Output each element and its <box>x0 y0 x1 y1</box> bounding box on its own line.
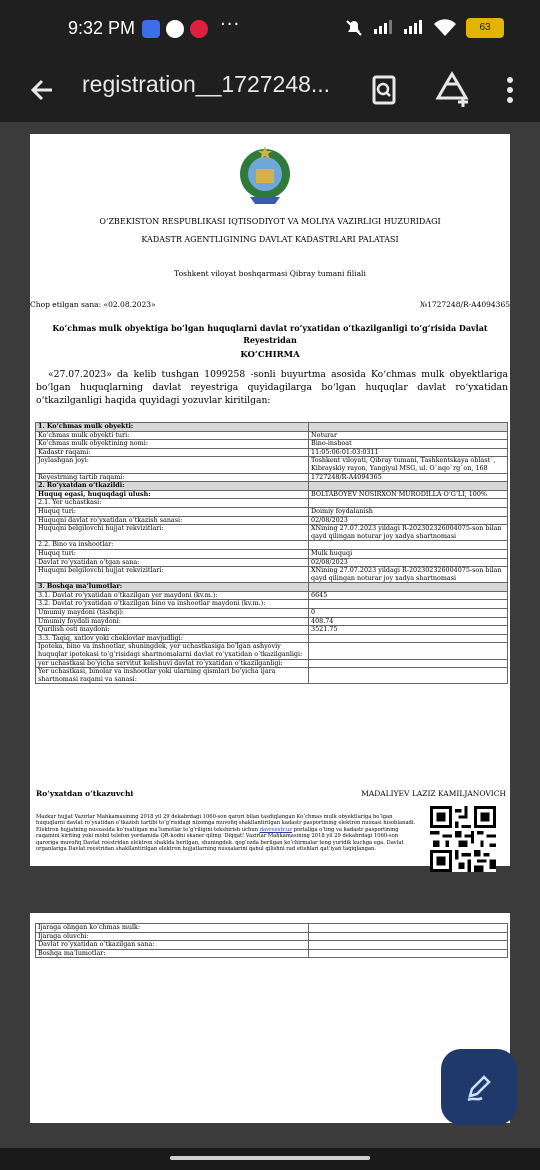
table-row <box>36 949 508 958</box>
table-row <box>36 499 508 508</box>
row-value <box>309 600 508 609</box>
table-row <box>36 525 508 541</box>
table-row <box>36 490 508 499</box>
row-label: 2.2. Bino va inshootlar: <box>36 541 309 550</box>
row-label: Huquq turi: <box>36 507 309 516</box>
row-label: Kadastr raqami: <box>36 448 309 457</box>
app-notification-icon <box>142 20 160 38</box>
table-row <box>36 440 508 449</box>
row-label: Huquq turi: <box>36 549 309 558</box>
row-label: 2. Ro‘yxatdan o‘tkazildi: <box>36 482 309 491</box>
row-label: Huquqni belgilovchi hujjat rekvizitlari: <box>36 567 309 583</box>
row-value <box>309 583 508 592</box>
lease-table <box>35 923 508 958</box>
signal-2-icon <box>404 19 424 38</box>
row-value: 11:05:06:01:03:0311 <box>309 448 508 457</box>
more-vert-icon[interactable] <box>488 68 532 112</box>
table-row <box>36 941 508 950</box>
app-bar <box>0 60 540 122</box>
intro-paragraph: «27.07.2023» da kelib tushgan 1099258 -sonli buyurtma asosida Ko‘chmas mulk obyektlariga bo‘lgan huquqlarning davlat reyestriga quyidagilarga bo‘lgan huquqlar davlat ro‘yxatidan o‘tkazilganligi haqida quyidagi yozuvlar kiritilgan: <box>36 369 508 406</box>
table-row <box>36 567 508 583</box>
row-value: Mulk huquqi <box>309 549 508 558</box>
document-subheading: KO‘CHIRMA <box>240 350 300 360</box>
organization-line-1: O‘ZBEKISTON RESPUBLIKASI IQTISODIYOT VA MOLIYA VAZIRLIGI HUZURIDAGI <box>99 217 441 226</box>
legal-footnote: Mazkur hujjat Vazirlar Mahkamasining 2018 yil 29 dekabrdagi 1060-son qarori bilan tasdiqlangan Ko‘chmas mulk obyektlariga bo‘lgan huquqlarni davlat ro‘yxatidan o‘tkazish tartibi to‘g‘risidagi nizomga muvofiq shakllantirilgan kadastr pasportining elektron nusxasi hisoblanadi. Elektron hujjatning nusxasida ko‘rsatilgan ma‘lumotlar to‘g‘riligini tekshirish uchun davreestr.uz portaliga o‘ting va kadastr pasportining raqamini kiriting yoki mobil telefon yordamida QR-kodni skaner qiling. Diqqat! Vazirlar Mahkamasining 2018 yil 29 dekabrdagi 1060-son qaroriga muvofiq Davlat reestridan elektron shaklda berilgan, shuningdek. qog‘ozda berilgan ko‘chirmalar teng yuridik kuchga ega. Davlat organlariga Davlat reestridan shakllantirilgan elektron hujjatlarning nusxalarini qabul qilishni rad etishlari qat’iyan taqiqlangan. <box>36 814 416 853</box>
row-value <box>309 941 508 950</box>
table-row <box>36 507 508 516</box>
table-row <box>36 643 508 659</box>
qr-code-icon <box>430 806 496 872</box>
document-page-1 <box>30 134 510 866</box>
row-label: Ijaraga oluvchi: <box>36 932 309 941</box>
row-label: Boshqa ma‘lumotlar: <box>36 949 309 958</box>
row-value <box>309 643 508 659</box>
row-value: 3521.75 <box>309 626 508 635</box>
table-row <box>36 549 508 558</box>
table-section-header <box>36 423 508 432</box>
row-label: Huquqni davlat ro‘yxatidan o‘tkazish sanasi: <box>36 516 309 525</box>
document-title: registration__1727248... <box>82 71 331 97</box>
row-value: Bino-inshoat <box>309 440 508 449</box>
wifi-icon <box>434 19 456 37</box>
signal-1-icon <box>374 19 394 38</box>
google-icon <box>166 20 184 38</box>
table-row <box>36 609 508 618</box>
registry-table <box>35 422 508 684</box>
arrow-left-icon[interactable] <box>22 70 62 110</box>
document-page-2 <box>30 913 510 1123</box>
row-label: 3.2. Davlat ro‘yxatidan o‘tkazilgan bino va inshootlar maydoni (kv.m.): <box>36 600 309 609</box>
row-label: 1. Ko‘chmas mulk obyekti: <box>36 423 309 432</box>
home-gesture-handle[interactable] <box>170 1156 370 1160</box>
row-value: 0 <box>309 609 508 618</box>
row-label: Umumiy maydoni (tashqi): <box>36 609 309 618</box>
row-label: Huquq egasi, huquqdagi ulush: <box>36 490 309 499</box>
row-value <box>309 932 508 941</box>
registrar-label: Ro‘yxatdan o‘tkazuvchi <box>36 789 134 798</box>
row-value: BOLTABOYEV NOSIRXON MURODILLA O‘G‘LI, 100% <box>309 490 508 499</box>
table-row <box>36 924 508 933</box>
row-value: 02/08/2023 <box>309 558 508 567</box>
search-document-icon[interactable] <box>362 68 406 112</box>
row-label: Yer uchastkasi, binolar va inshootlar yoki ularning qismlari bo‘yicha ijara shartnomasi raqami va sanasi: <box>36 668 309 684</box>
row-label: Ko‘chmas mulk obyekti turi: <box>36 431 309 440</box>
more-notifications-icon: ··· <box>220 14 241 35</box>
print-date: Chop etilgan sana: «02.08.2023» <box>30 300 156 309</box>
row-label: yer uchastkasi bo‘yicha servitut kelishuvi davlat ro‘yxatidan o‘tkazilganligi: <box>36 659 309 668</box>
row-value <box>309 659 508 668</box>
branch-name: Toshkent viloyat boshqarmasi Qibray tumani filiali <box>174 269 366 278</box>
row-value: 408.74 <box>309 617 508 626</box>
document-heading: Ko‘chmas mulk obyektiga bo‘lgan huquqlarni davlat ro‘yxatidan o‘tkazilganligi to‘g‘risida Davlat Reyestridan <box>52 323 488 345</box>
row-value: XNining 27.07.2023 yildagi R-202302326004075-son bilan qayd qilingan noturar joy xadya shartnomasi <box>309 567 508 583</box>
row-label: Joylashgan joyi: <box>36 457 309 473</box>
row-value: 02/08/2023 <box>309 516 508 525</box>
registrar-name: MADALIYEV LAZIZ KAMILJANOVICH <box>361 789 506 798</box>
row-value: XNining 27.07.2023 yildagi R-202302326004075-son bilan qayd qilingan noturar joy xadya shartnomasi <box>309 525 508 541</box>
table-section-header <box>36 482 508 491</box>
verification-link[interactable]: davreestr.uz <box>259 826 293 833</box>
organization-line-2: KADASTR AGENTLIGINING DAVLAT KADASTRLARI PALATASI <box>141 235 399 244</box>
row-label: 3.3. Taqiq, xatlov yoki cheklovlar mavjudligi: <box>36 634 309 643</box>
row-label: Ipoteka, bino va inshootlar, shuningdek, yer uchastkasiga bo‘lgan ashyoviy huquqlar ipotekasi to‘g‘risidagi shartnomalarni davlat ro‘yxatidan o‘tkazilganligi: <box>36 643 309 659</box>
row-value <box>309 924 508 933</box>
table-row <box>36 541 508 550</box>
state-emblem-icon <box>238 142 292 206</box>
row-label: 3.1. Davlat ro‘yxatidan o‘tkazilgan yer maydoni (kv.m.): <box>36 591 309 600</box>
row-label: Davlat ro‘yxatidan o‘tkazilgan sana: <box>36 941 309 950</box>
row-label: Qurilish osti maydoni: <box>36 626 309 635</box>
battery-icon: 63 <box>466 18 504 38</box>
row-value: Doimiy foydalanish <box>309 507 508 516</box>
table-row <box>36 457 508 473</box>
status-time: 9:32 PM <box>68 18 136 38</box>
row-label: 3. Boshqa ma‘lumotlar: <box>36 583 309 592</box>
row-value <box>309 423 508 432</box>
edit-button[interactable] <box>441 1049 517 1125</box>
mute-icon <box>344 18 364 38</box>
status-bar <box>0 0 540 60</box>
row-value: Toshkent viloyati, Qibray tumani, Tashkentskaya oblast`, Kibrayskiy rayon, Yangiyul MSG, ul. O`nqo`rg`on, 168 <box>309 457 508 473</box>
row-value: 1727248/R-A4094365 <box>309 473 508 482</box>
row-label: Huquqni belgilovchi hujjat rekvizitlari: <box>36 525 309 541</box>
row-label: Reyestrning tartib raqami: <box>36 473 309 482</box>
add-to-drive-icon[interactable] <box>430 68 474 112</box>
row-label: Ko‘chmas mulk obyektining nomi: <box>36 440 309 449</box>
row-value: Noturar <box>309 431 508 440</box>
edit-pen-icon <box>462 1070 496 1104</box>
row-label: Umumiy foydali maydoni: <box>36 617 309 626</box>
row-label: Davlat ro‘yxatidan o‘tgan sana: <box>36 558 309 567</box>
row-label: 2.1. Yer uchastkasi: <box>36 499 309 508</box>
pinterest-icon <box>190 20 208 38</box>
row-value: 6645 <box>309 591 508 600</box>
row-label: Ijaraga olingan ko‘chmas mulk: <box>36 924 309 933</box>
row-value <box>309 634 508 643</box>
registration-number: №1727248/R-A4094365 <box>419 300 510 309</box>
row-value <box>309 949 508 958</box>
row-value <box>309 668 508 684</box>
row-value <box>309 482 508 491</box>
table-row <box>36 668 508 684</box>
